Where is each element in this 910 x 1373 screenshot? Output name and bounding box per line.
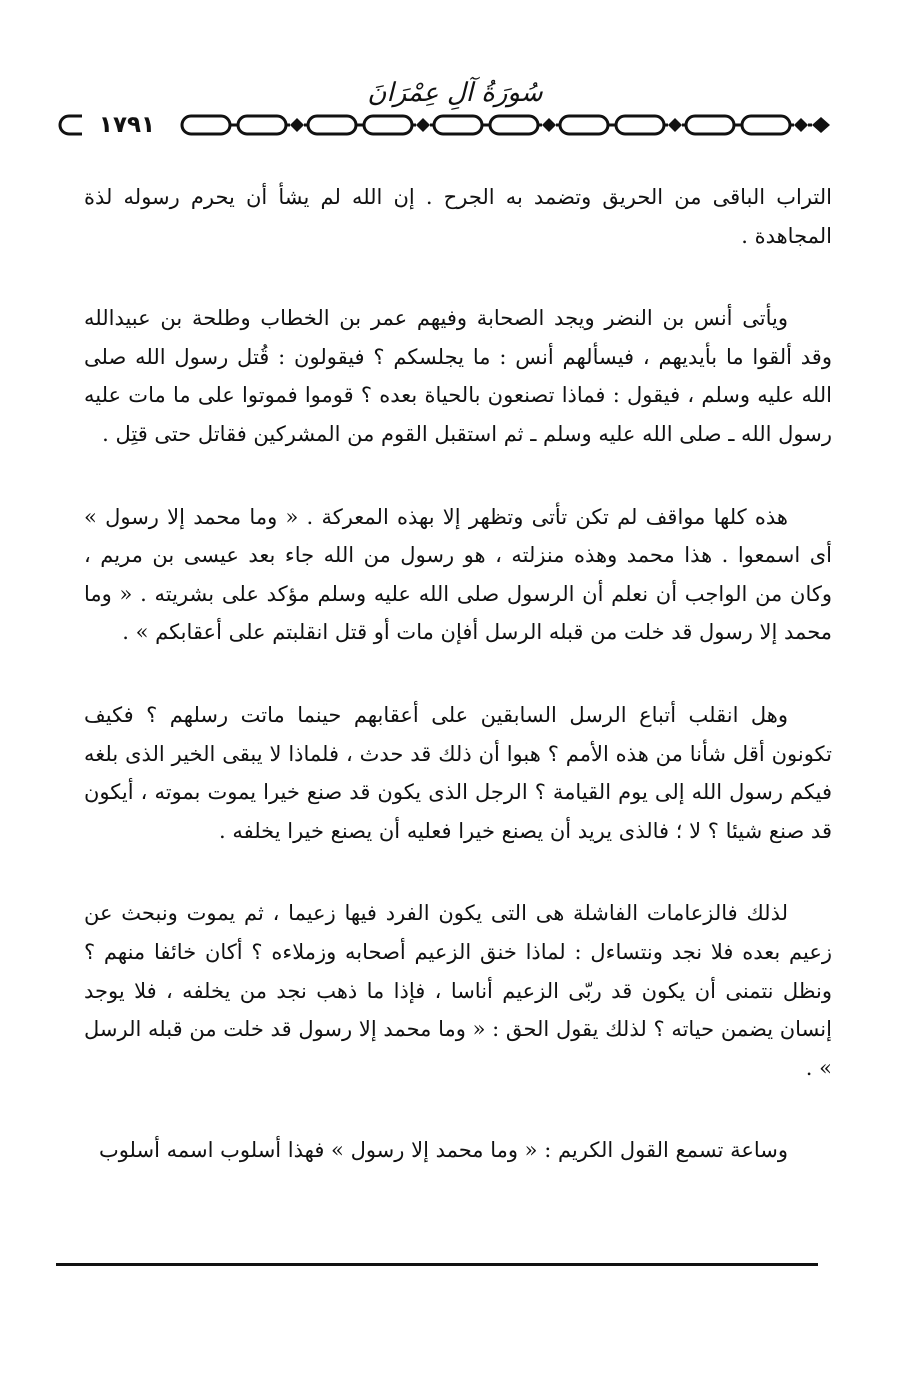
paragraph-5: لذلك فالزعامات الفاشلة هى التى يكون الفرد فيها زعيما ، ثم يموت ونبحث عن زعيم بعده فلا نجد ونتساءل : لماذا خنق الزعيم أصحابه وزملاءه ؟ أكان خائفا منهم ؟ ونظل نتمنى أن يكون قد ربّى الزعيم أناسا ، فإذا ما ذهب نجد من يخلفه ، فلا يوجد إنسان يضمن حياته ؟ لذلك يقول الحق : « وما محمد إلا رسول قد خلت من قبله الرسل » .	[84, 901, 832, 1080]
paragraph-4: وهل انقلب أتباع الرسل السابقين على أعقابهم حينما ماتت رسلهم ؟ فكيف تكونون أقل شأنا من هذه الأمم ؟ هبوا أن ذلك قد حدث ، فلماذا لا يبقى الخير الذى بلغه فيكم رسول الله إلى يوم القيامة ؟ الرجل الذى يكون قد صنع خيرا يموت بموته ، أيكون قد صنع شيئا ؟ لا ؛ فالذى يريد أن يصنع خيرا فعليه أن يصنع خيرا يخلفه .	[84, 702, 832, 843]
paragraph-1: التراب الباقى من الحريق وتضمد به الجرح . إن الله لم يشأ أن يحرم رسوله لذة المجاهدة .	[84, 185, 832, 248]
header-ornament-band	[58, 110, 834, 140]
page-body	[84, 178, 832, 1170]
surah-title: سُورَةُ آلِ عِمْرَانَ	[367, 78, 543, 108]
paragraph-3: هذه كلها مواقف لم تكن تأتى وتظهر إلا بهذه المعركة . « وما محمد إلا رسول » أى اسمعوا . هذا محمد وهذه منزلته ، هو رسول من الله جاء بعد عيسى بن مريم ، وكان من الواجب أن نعلم أن الرسول صلى الله عليه وسلم مؤكد على بشريته . « وما محمد إلا رسول قد خلت من قبله الرسل أفإن مات أو قتل انقلبتم على أعقابكم » .	[84, 504, 832, 645]
footer-rule	[56, 1263, 818, 1266]
paragraph-2: ويأتى أنس بن النضر ويجد الصحابة وفيهم عمر بن الخطاب وطلحة بن عبيدالله وقد ألقوا ما بأيديهم ، فيسألهم أنس : ما يجلسكم ؟ فيقولون : قُتل رسول الله صلى الله عليه وسلم ، فيقول : فماذا تصنعون بالحياة بعده ؟ قوموا فموتوا على ما مات عليه رسول الله ـ صلى الله عليه وسلم ـ ثم استقبل القوم من المشركين فقاتل حتى قتِل .	[84, 306, 832, 446]
paragraph-6: وساعة تسمع القول الكريم : « وما محمد إلا رسول » فهذا أسلوب اسمه أسلوب	[98, 1138, 788, 1163]
page-number: ١٧٩١	[82, 111, 172, 139]
